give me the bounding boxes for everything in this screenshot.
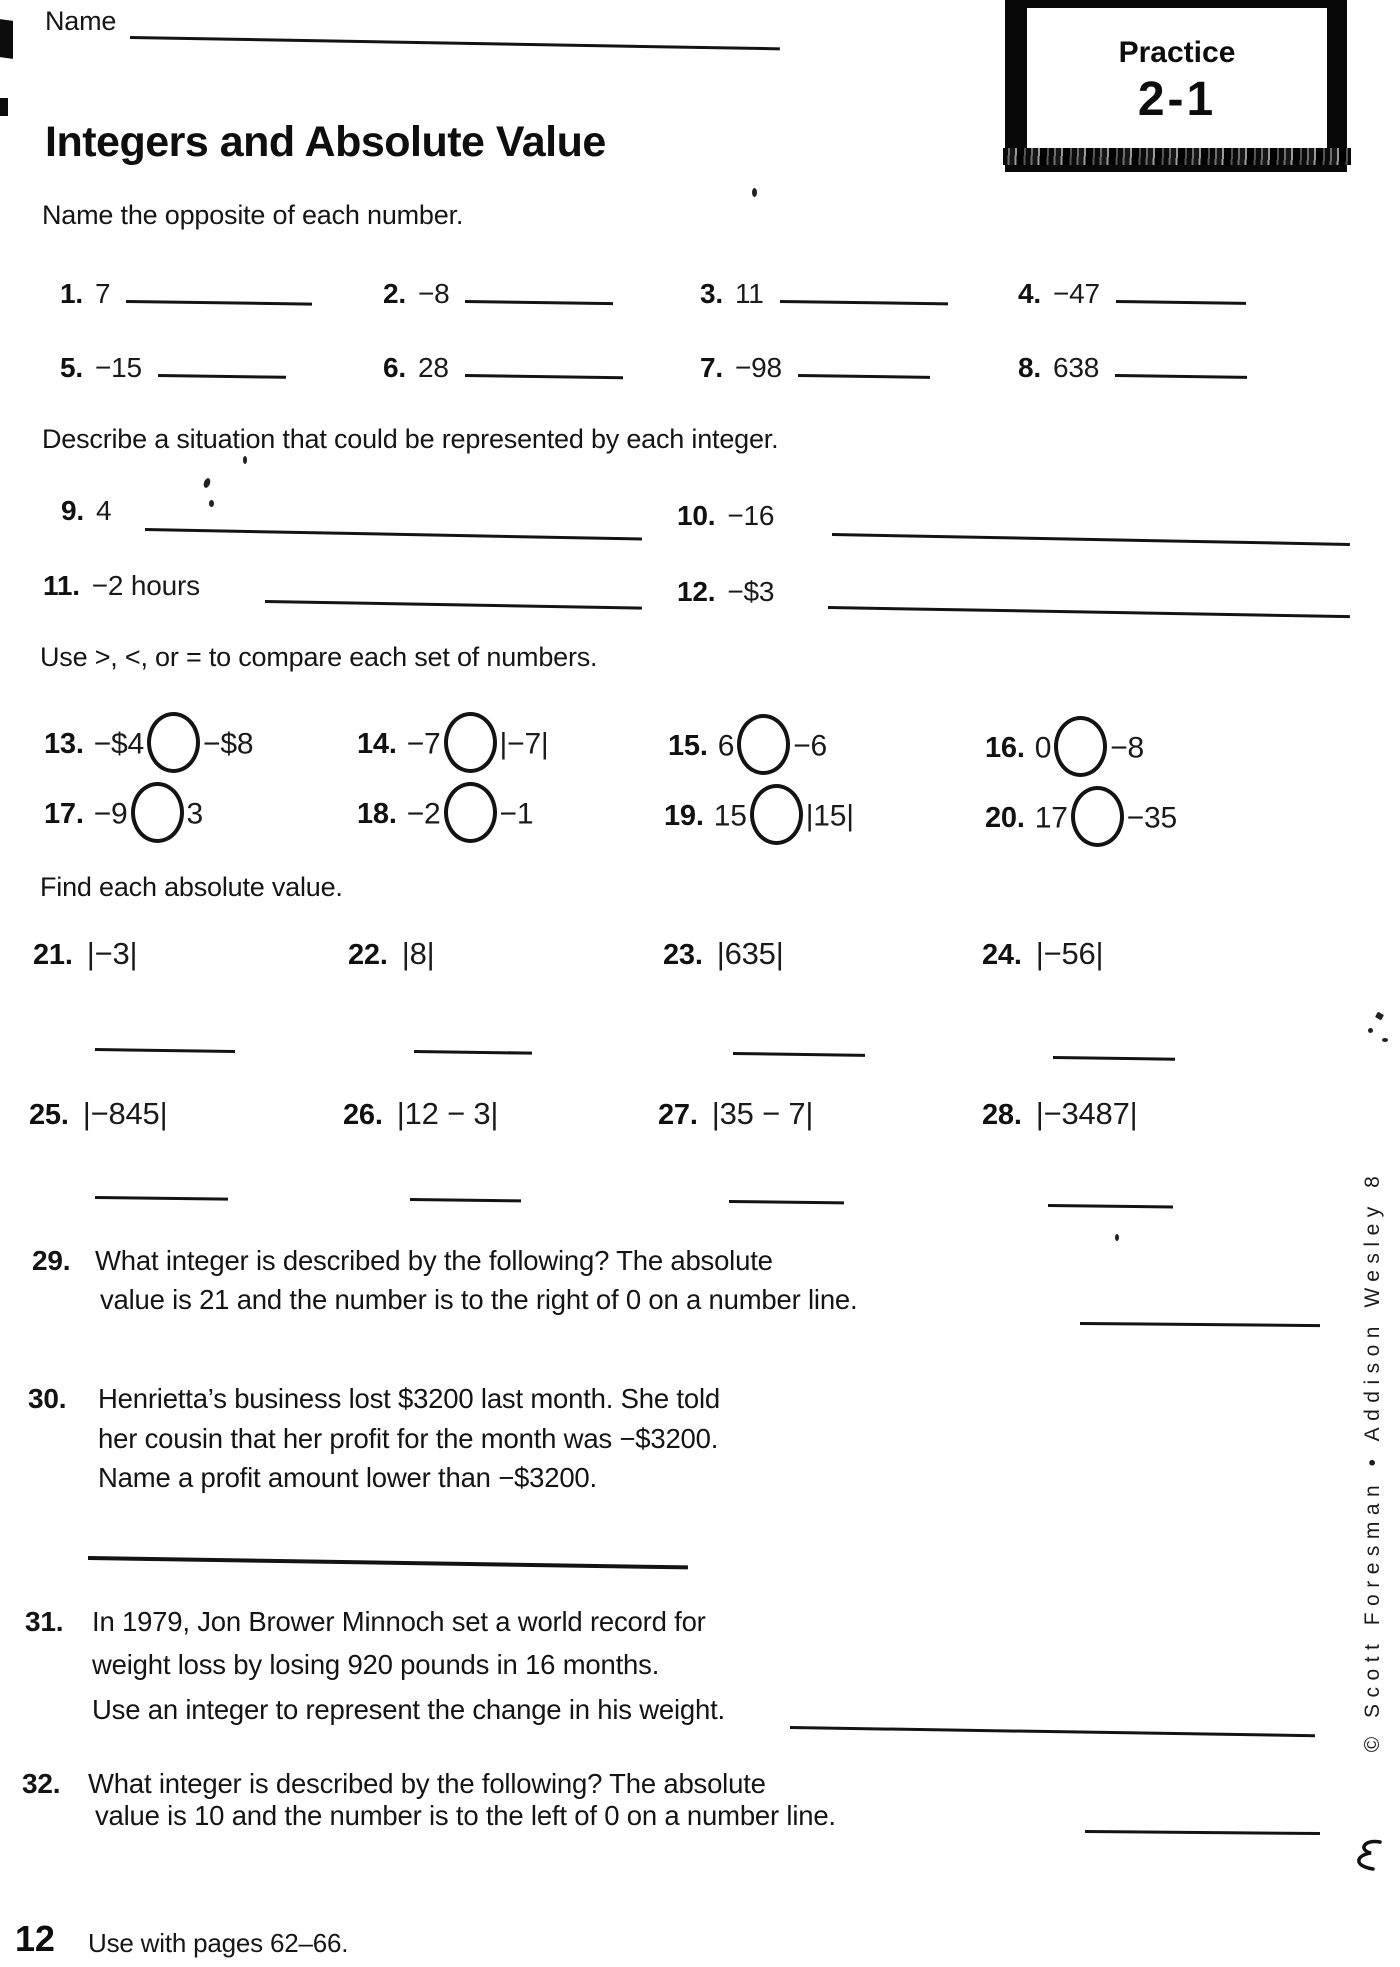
compare-left: 17: [1034, 801, 1068, 835]
answer-line-30[interactable]: [88, 1556, 688, 1569]
problem-value: |35 − 7|: [711, 1096, 814, 1131]
problem-number: 20.: [985, 802, 1025, 835]
problem-25: [29, 1096, 167, 1132]
problem-number: 24.: [982, 939, 1022, 971]
scan-artifact: [202, 477, 211, 488]
answer-line[interactable]: [265, 600, 642, 610]
problem-text: What integer is described by the following? The absolute: [95, 1245, 773, 1276]
problem-number: 17.: [44, 798, 84, 831]
problem-text: her cousin that her profit for the month was −$3200.: [98, 1423, 719, 1454]
problem-text: Henrietta’s business lost $3200 last month. She told: [98, 1383, 720, 1414]
answer-blank[interactable]: [1115, 344, 1247, 379]
practice-number: 2-1: [1137, 73, 1217, 126]
problem-value: 638: [1052, 352, 1100, 383]
problem-value: 7: [94, 278, 111, 309]
answer-blank[interactable]: [465, 344, 623, 379]
problem-27: [658, 1096, 813, 1132]
problem-number: 16.: [985, 732, 1025, 765]
compare-right: −$8: [203, 727, 254, 761]
problem-8: [1018, 344, 1247, 384]
scan-artifact: [1382, 1038, 1388, 1042]
compare-left: −2: [406, 797, 441, 831]
problem-value: −16: [727, 500, 775, 531]
problem-26: [343, 1096, 498, 1132]
scan-artifact: [0, 19, 13, 59]
problem-number: 22.: [348, 939, 388, 971]
answer-line-28[interactable]: [1048, 1204, 1173, 1209]
answer-line-26[interactable]: [410, 1198, 521, 1202]
problem-number: 9.: [61, 495, 84, 526]
problem-6: [383, 344, 623, 384]
problem-11: [43, 570, 200, 602]
compare-left: 15: [713, 799, 747, 833]
problem-value: −98: [734, 352, 782, 383]
problem-value: −47: [1052, 278, 1100, 309]
problem-number: 10.: [677, 500, 716, 531]
footer-page-number: 12: [15, 1918, 55, 1959]
answer-line[interactable]: [828, 606, 1350, 618]
practice-label: Practice: [1118, 36, 1236, 69]
answer-line-24[interactable]: [1053, 1056, 1175, 1061]
problem-number: 1.: [60, 278, 83, 309]
compare-circle[interactable]: [750, 784, 803, 845]
answer-line-23[interactable]: [733, 1052, 865, 1057]
name-label: Name: [45, 6, 117, 36]
scan-artifact: [243, 456, 247, 464]
scan-artifact: [1003, 148, 1351, 165]
answer-blank[interactable]: [798, 344, 930, 379]
answer-blank[interactable]: [780, 270, 948, 305]
problem-value: −15: [94, 352, 142, 383]
scan-artifact: [209, 500, 214, 507]
scan-artifact: [1375, 1012, 1384, 1021]
scan-artifact: [1368, 1028, 1373, 1033]
problem-text: weight loss by losing 920 pounds in 16 months.: [92, 1649, 660, 1680]
instruction-absolute: Find each absolute value.: [40, 872, 343, 902]
compare-circle[interactable]: [737, 714, 790, 775]
compare-left: 6: [717, 729, 735, 763]
problem-number: 5.: [60, 352, 83, 383]
problem-2: [383, 270, 613, 310]
problem-value: −$3: [727, 576, 775, 607]
compare-circle[interactable]: [131, 782, 184, 843]
instruction-opposites: Name the opposite of each number.: [42, 200, 464, 230]
problem-text: In 1979, Jon Brower Minnoch set a world record for: [92, 1606, 706, 1637]
problem-value: |8|: [401, 936, 435, 971]
problem-21: [33, 936, 137, 972]
problem-20: [985, 786, 1177, 853]
answer-blank[interactable]: [465, 270, 613, 305]
instruction-situations: Describe a situation that could be represented by each integer.: [42, 424, 779, 454]
problem-number: 13.: [44, 728, 84, 761]
problem-19: [664, 784, 854, 851]
answer-line-32[interactable]: [1085, 1830, 1320, 1835]
compare-circle[interactable]: [1071, 786, 1124, 847]
problem-12: [677, 576, 774, 608]
problem-text: Use an integer to represent the change in his weight.: [92, 1694, 725, 1725]
scan-artifact: [752, 188, 757, 197]
answer-blank[interactable]: [158, 344, 286, 379]
problem-7: [700, 344, 930, 384]
footer-note: Use with pages 62–66.: [88, 1928, 349, 1958]
problem-value: 4: [95, 495, 112, 526]
problem-number: 27.: [658, 1099, 698, 1131]
problem-number: 15.: [668, 730, 708, 763]
problem-text: value is 10 and the number is to the left of 0 on a number line.: [95, 1800, 836, 1831]
problem-number: 7.: [700, 352, 723, 383]
compare-circle[interactable]: [444, 782, 497, 843]
compare-left: −7: [406, 727, 441, 761]
problem-number: 4.: [1018, 278, 1041, 309]
page-title: Integers and Absolute Value: [45, 118, 606, 166]
problem-24: [982, 936, 1103, 972]
compare-right: |−7|: [499, 727, 549, 761]
problem-number: 31.: [25, 1606, 64, 1637]
problem-3: [700, 270, 948, 310]
compare-right: −35: [1126, 801, 1177, 835]
compare-circle[interactable]: [444, 712, 497, 773]
compare-right: 3: [186, 797, 204, 831]
problem-28: [982, 1096, 1138, 1132]
answer-line-31[interactable]: [790, 1726, 1315, 1737]
practice-box: [1005, 0, 1347, 172]
problem-number: 21.: [33, 939, 73, 971]
problem-number: 30.: [28, 1383, 67, 1414]
problem-number: 23.: [663, 939, 703, 971]
problem-15: [668, 714, 827, 781]
problem-value: |−3|: [86, 936, 138, 971]
problem-22: [348, 936, 434, 972]
problem-value: −8: [417, 278, 450, 309]
answer-line[interactable]: [832, 533, 1350, 546]
problem-number: 29.: [32, 1245, 71, 1276]
problem-17: [44, 782, 203, 849]
problem-value: |−845|: [82, 1096, 168, 1131]
name-line[interactable]: [130, 36, 780, 50]
problem-value: |635|: [716, 936, 784, 971]
compare-left: −$4: [93, 727, 145, 761]
problem-number: 18.: [357, 798, 397, 831]
problem-10: [677, 500, 774, 532]
problem-14: [357, 712, 549, 779]
problem-value: 11: [734, 278, 764, 309]
answer-line-29[interactable]: [1080, 1322, 1320, 1327]
instruction-compare: Use >, <, or = to compare each set of numbers.: [40, 642, 598, 672]
answer-blank[interactable]: [1116, 270, 1246, 305]
compare-right: −6: [793, 729, 828, 763]
problem-4: [1018, 270, 1246, 310]
compare-right: |15|: [805, 799, 854, 833]
problem-number: 19.: [664, 800, 704, 833]
scan-artifact: [1115, 1234, 1119, 1241]
problem-number: 28.: [982, 1099, 1022, 1131]
problem-value: |12 − 3|: [396, 1096, 499, 1131]
problem-value: |−3487|: [1035, 1096, 1138, 1131]
answer-blank[interactable]: [126, 270, 312, 306]
problem-text: value is 21 and the number is to the right of 0 on a number line.: [100, 1284, 858, 1315]
problem-number: 32.: [22, 1768, 61, 1799]
copyright-text: © Scott Foresman • Addison Wesley 8: [1361, 1169, 1384, 1753]
problem-number: 26.: [343, 1099, 383, 1131]
problem-number: 3.: [700, 278, 723, 309]
problem-23: [663, 936, 784, 972]
problem-1: [60, 270, 312, 310]
answer-line[interactable]: [145, 528, 642, 541]
compare-right: −8: [1110, 731, 1145, 765]
problem-9: [61, 495, 111, 527]
problem-value: −2 hours: [91, 570, 200, 601]
scan-artifact: [0, 98, 8, 116]
problem-5: [60, 344, 286, 384]
problem-13: [44, 712, 253, 779]
problem-number: 6.: [383, 352, 406, 383]
answer-line-22[interactable]: [414, 1050, 532, 1055]
problem-number: 8.: [1018, 352, 1041, 383]
problem-16: [985, 716, 1144, 783]
problem-text: Name a profit amount lower than −$3200.: [98, 1462, 597, 1493]
problem-number: 2.: [383, 278, 406, 309]
compare-right: −1: [499, 797, 534, 831]
problem-number: 11.: [43, 570, 80, 601]
compare-left: 0: [1034, 731, 1052, 765]
scan-artifact: [1348, 1838, 1390, 1872]
compare-left: −9: [93, 797, 128, 831]
problem-number: 25.: [29, 1099, 69, 1131]
compare-circle[interactable]: [147, 712, 200, 773]
problem-number: 14.: [357, 728, 397, 761]
problem-number: 12.: [677, 576, 716, 607]
problem-value: 28: [417, 352, 449, 383]
problem-value: |−56|: [1035, 936, 1104, 971]
answer-line-25[interactable]: [95, 1196, 228, 1201]
compare-circle[interactable]: [1054, 716, 1107, 777]
problem-text: What integer is described by the following? The absolute: [88, 1768, 766, 1799]
answer-line-21[interactable]: [95, 1048, 235, 1053]
answer-line-27[interactable]: [729, 1200, 844, 1204]
problem-18: [357, 782, 533, 849]
